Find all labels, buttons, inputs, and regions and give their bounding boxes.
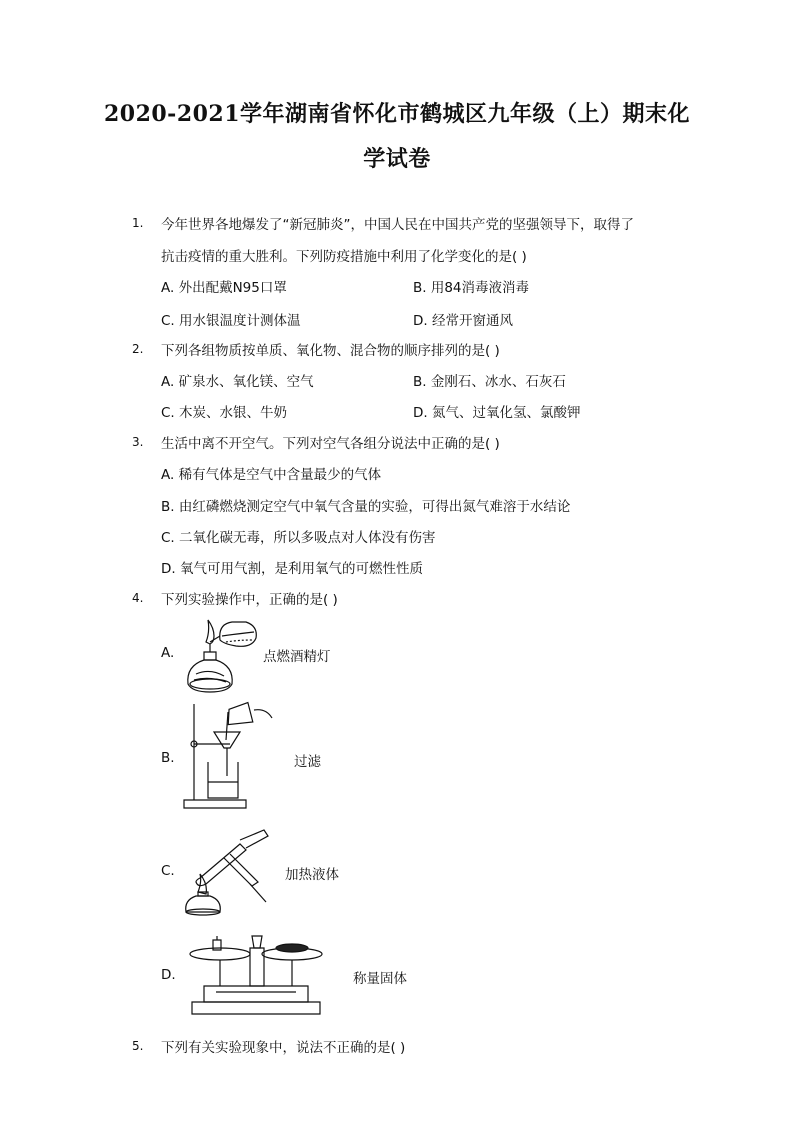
question-number: 3. xyxy=(132,435,144,449)
question-stem: 今年世界各地爆发了“新冠肺炎”，中国人民在中国共产党的坚强领导下，取得了 xyxy=(161,217,634,233)
option-c: C. 二氧化碳无毒，所以多吸点对人体没有伤害 xyxy=(161,530,436,546)
option-b-letter: B. xyxy=(161,750,175,766)
question-number: 5. xyxy=(132,1039,144,1053)
question-stem: 下列实验操作中，正确的是( ) xyxy=(161,592,338,608)
page-title-line2: 学试卷 xyxy=(363,146,431,172)
option-a-letter: A. xyxy=(161,645,175,661)
balance-scale-icon xyxy=(180,926,330,1022)
option-b: B. 金刚石、冰水、石灰石 xyxy=(413,374,566,390)
test-tube-heating-icon xyxy=(180,826,272,918)
option-a: A. 矿泉水、氧化镁、空气 xyxy=(161,374,314,390)
option-a: A. 外出配戴N95口罩 xyxy=(161,280,287,296)
option-b-caption: 过滤 xyxy=(294,754,321,770)
question-stem: 下列有关实验现象中，说法不正确的是( ) xyxy=(161,1040,406,1056)
option-b: B. 用84消毒液消毒 xyxy=(413,280,530,296)
page-title: 2020-2021学年湖南省怀化市鹤城区九年级（上）期末化 xyxy=(103,101,691,127)
question-number: 2. xyxy=(132,342,144,356)
option-c: C. 木炭、水银、牛奶 xyxy=(161,405,288,421)
option-a: A. 稀有气体是空气中含量最少的气体 xyxy=(161,467,382,483)
option-a-caption: 点燃酒精灯 xyxy=(263,649,331,665)
question-stem: 生活中离不开空气。下列对空气各组分说法中正确的是( ) xyxy=(161,436,500,452)
option-d: D. 氮气、过氧化氢、氯酸钾 xyxy=(413,405,581,421)
option-d: D. 经常开窗通风 xyxy=(413,313,513,329)
option-c-letter: C. xyxy=(161,863,175,879)
alcohol-lamp-lighting-from-lamp-icon xyxy=(180,614,260,696)
filtration-setup-icon xyxy=(180,700,280,812)
question-stem: 下列各组物质按单质、氧化物、混合物的顺序排列的是( ) xyxy=(161,343,500,359)
question-stem: 抗击疫情的重大胜利。下列防疫措施中利用了化学变化的是( ) xyxy=(161,249,527,265)
option-c: C. 用水银温度计测体温 xyxy=(161,313,301,329)
question-number: 4. xyxy=(132,591,144,605)
question-number: 1. xyxy=(132,216,144,230)
option-d-caption: 称量固体 xyxy=(353,971,407,987)
option-d: D. 氧气可用气割，是利用氧气的可燃性性质 xyxy=(161,561,423,577)
option-b: B. 由红磷燃烧测定空气中氧气含量的实验，可得出氮气难溶于水结论 xyxy=(161,499,571,515)
option-c-caption: 加热液体 xyxy=(285,867,339,883)
option-d-letter: D. xyxy=(161,967,176,983)
